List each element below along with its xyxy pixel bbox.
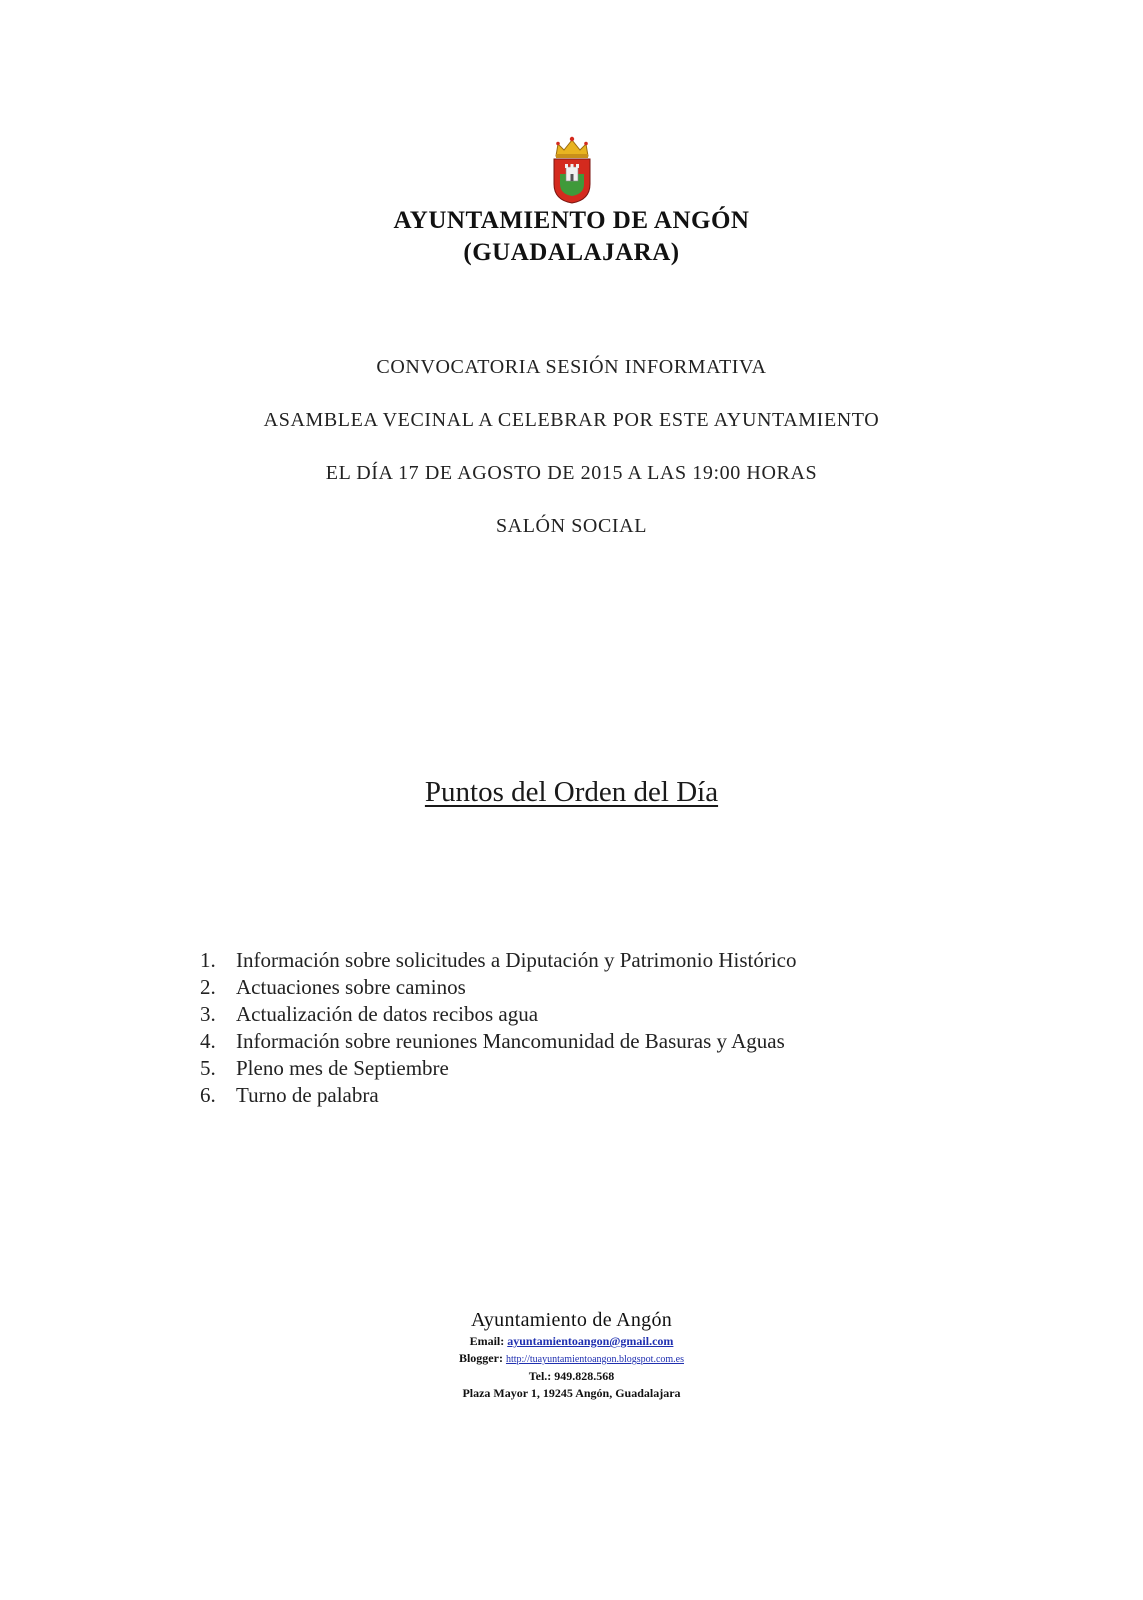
agenda-list: [200, 947, 796, 1109]
agenda-item-text: Información sobre solicitudes a Diputación y Patrimonio Histórico: [236, 948, 797, 972]
email-link[interactable]: ayuntamientoangon@gmail.com: [507, 1334, 674, 1348]
footer-phone: Tel.: 949.828.568: [528, 1369, 615, 1383]
coat-of-arms-icon: [548, 134, 596, 204]
assembly-description: ASAMBLEA VECINAL A CELEBRAR POR ESTE AYUNTAMIENTO: [263, 409, 880, 431]
footer-email-line: [0, 1333, 1143, 1350]
agenda-heading-text: Puntos del Orden del Día: [424, 776, 719, 808]
agenda-item-number: 3.: [200, 1002, 216, 1026]
province-subtitle: (GUADALAJARA): [463, 239, 680, 266]
agenda-item: [200, 974, 796, 1001]
agenda-item-text: Actuaciones sobre caminos: [236, 975, 466, 999]
agenda-item-text: Pleno mes de Septiembre: [236, 1056, 449, 1080]
agenda-item-number: 5.: [200, 1056, 216, 1080]
agenda-heading: [0, 776, 1143, 809]
contact-footer: [0, 1307, 1143, 1402]
footer-address: Plaza Mayor 1, 19245 Angón, Guadalajara: [462, 1386, 681, 1400]
convocatoria-title: CONVOCATORIA SESIÓN INFORMATIVA: [376, 356, 767, 378]
footer-org-name: Ayuntamiento de Angón: [470, 1309, 673, 1331]
agenda-item: [200, 1055, 796, 1082]
agenda-item-text: Turno de palabra: [236, 1083, 379, 1107]
agenda-item: [200, 1001, 796, 1028]
meeting-location: SALÓN SOCIAL: [495, 515, 648, 537]
municipality-title: AYUNTAMIENTO DE ANGÓN: [393, 207, 750, 234]
agenda-item: [200, 1082, 796, 1109]
footer-blogger-line: [0, 1350, 1143, 1368]
agenda-item: [200, 1028, 796, 1055]
email-label: Email:: [469, 1334, 505, 1348]
agenda-item-text: Actualización de datos recibos agua: [236, 1002, 539, 1026]
agenda-item-text: Información sobre reuniones Mancomunidad de Basuras y Aguas: [236, 1029, 785, 1053]
agenda-item-number: 6.: [200, 1083, 216, 1107]
agenda-item-number: 4.: [200, 1029, 216, 1053]
blogger-label: Blogger:: [458, 1351, 503, 1365]
blogger-link[interactable]: http://tuayuntamientoangon.blogspot.com.es: [505, 1354, 685, 1365]
agenda-item-number: 2.: [200, 975, 216, 999]
agenda-item-number: 1.: [200, 948, 216, 972]
meeting-datetime: EL DÍA 17 DE AGOSTO DE 2015 A LAS 19:00 HORAS: [325, 462, 818, 484]
agenda-item: [200, 947, 796, 974]
